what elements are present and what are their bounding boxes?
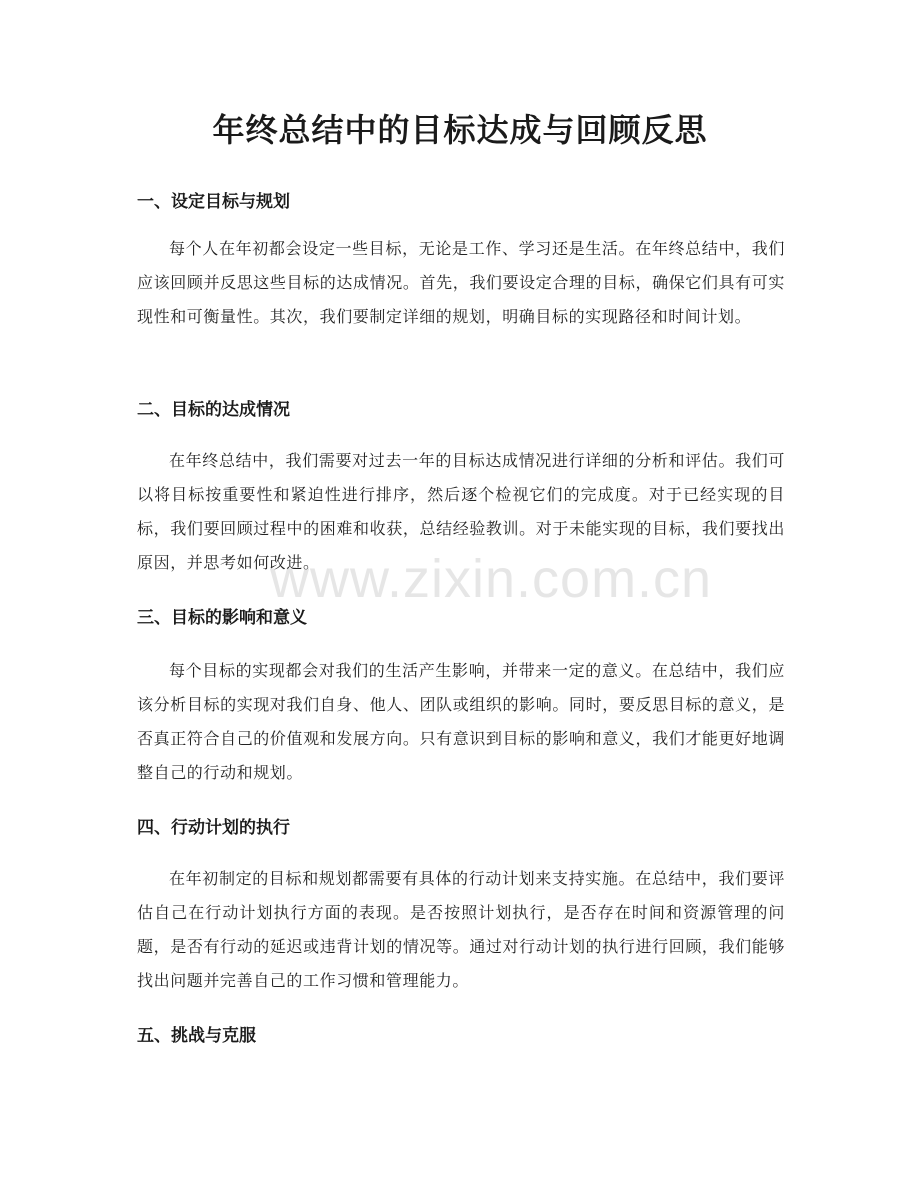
section-body-1: 每个人在年初都会设定一些目标，无论是工作、学习还是生活。在年终总结中，我们应该回顾并反思这些目标的达成情况。首先，我们要设定合理的目标，确保它们具有可实现性和可衡量性。其次，我们要制定详细的规划，明确目标的实现路径和时间计划。 [137,239,785,326]
section-body-2: 在年终总结中，我们需要对过去一年的目标达成情况进行详细的分析和评估。我们可以将目标按重要性和紧迫性进行排序，然后逐个检视它们的完成度。对于已经实现的目标，我们要回顾过程中的困难和收获，总结经验教训。对于未能实现的目标，我们要找出原因，并思考如何改进。 [137,451,785,572]
watermark-text: www.zixin.com.cn [270,549,713,609]
document-title: 年终总结中的目标达成与回顾反思 [212,111,708,149]
section-heading-5: 五、挑战与克服 [137,1026,256,1046]
section-body-3: 每个目标的实现都会对我们的生活产生影响，并带来一定的意义。在总结中，我们应该分析目标的实现对我们自身、他人、团队或组织的影响。同时，要反思目标的意义，是否真正符合自己的价值观和发展方向。只有意识到目标的影响和意义，我们才能更好地调整自己的行动和规划。 [137,661,785,782]
section-heading-4: 四、行动计划的执行 [137,818,290,838]
section-heading-2: 二、目标的达成情况 [137,400,290,420]
section-heading-3: 三、目标的影响和意义 [137,608,307,628]
section-heading-1: 一、设定目标与规划 [137,192,290,212]
section-body-4: 在年初制定的目标和规划都需要有具体的行动计划来支持实施。在总结中，我们要评估自己在行动计划执行方面的表现。是否按照计划执行，是否存在时间和资源管理的问题，是否有行动的延迟或违背计划的情况等。通过对行动计划的执行进行回顾，我们能够找出问题并完善自己的工作习惯和管理能力。 [137,869,785,990]
